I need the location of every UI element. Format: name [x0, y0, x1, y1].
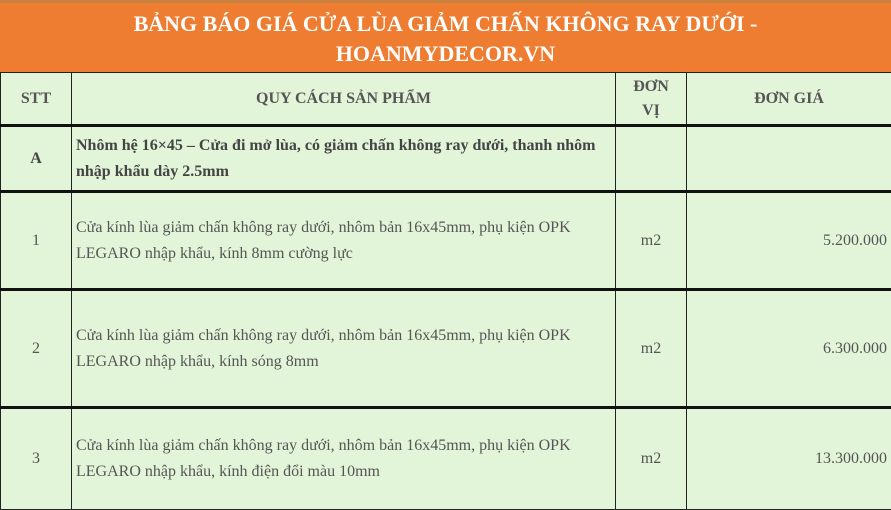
row-stt: 3 [1, 408, 72, 510]
row-stt: 2 [1, 290, 72, 408]
title-line-1: BẢNG BÁO GIÁ CỬA LÙA GIẢM CHẤN KHÔNG RAY DƯỚI - [0, 9, 891, 39]
row-spec: Nhôm hệ 16×45 – Cửa đi mở lùa, có giảm chấn không ray dưới, thanh nhôm nhập khẩu dày 2.5mm [72, 126, 616, 192]
row-stt: A [1, 126, 72, 192]
row-unit: m2 [616, 192, 687, 290]
header-price: ĐƠN GIÁ [687, 73, 891, 126]
table-row [1, 290, 891, 408]
header-spec: QUY CÁCH SẢN PHẨM [72, 73, 616, 126]
row-price: 5.200.000 [687, 192, 891, 290]
table-header-row [1, 73, 891, 126]
header-stt: STT [1, 73, 72, 126]
title-line-2: HOANMYDECOR.VN [0, 39, 891, 69]
row-price: 13.300.000 [687, 408, 891, 510]
row-price [687, 126, 891, 192]
price-table [0, 72, 891, 510]
row-spec: Cửa kính lùa giảm chấn không ray dưới, nhôm bản 16x45mm, phụ kiện OPK LEGARO nhập khẩu, kính điện đổi màu 10mm [72, 408, 616, 510]
row-unit: m2 [616, 290, 687, 408]
row-spec: Cửa kính lùa giảm chấn không ray dưới, nhôm bản 16x45mm, phụ kiện OPK LEGARO nhập khẩu, kính sóng 8mm [72, 290, 616, 408]
header-unit: ĐƠN VỊ [616, 73, 687, 126]
row-spec: Cửa kính lùa giảm chấn không ray dưới, nhôm bản 16x45mm, phụ kiện OPK LEGARO nhập khẩu, kính 8mm cường lực [72, 192, 616, 290]
row-stt: 1 [1, 192, 72, 290]
row-unit: m2 [616, 408, 687, 510]
price-table-title [0, 0, 891, 72]
row-unit [616, 126, 687, 192]
table-row [1, 126, 891, 192]
table-row [1, 408, 891, 510]
row-price: 6.300.000 [687, 290, 891, 408]
table-row [1, 192, 891, 290]
